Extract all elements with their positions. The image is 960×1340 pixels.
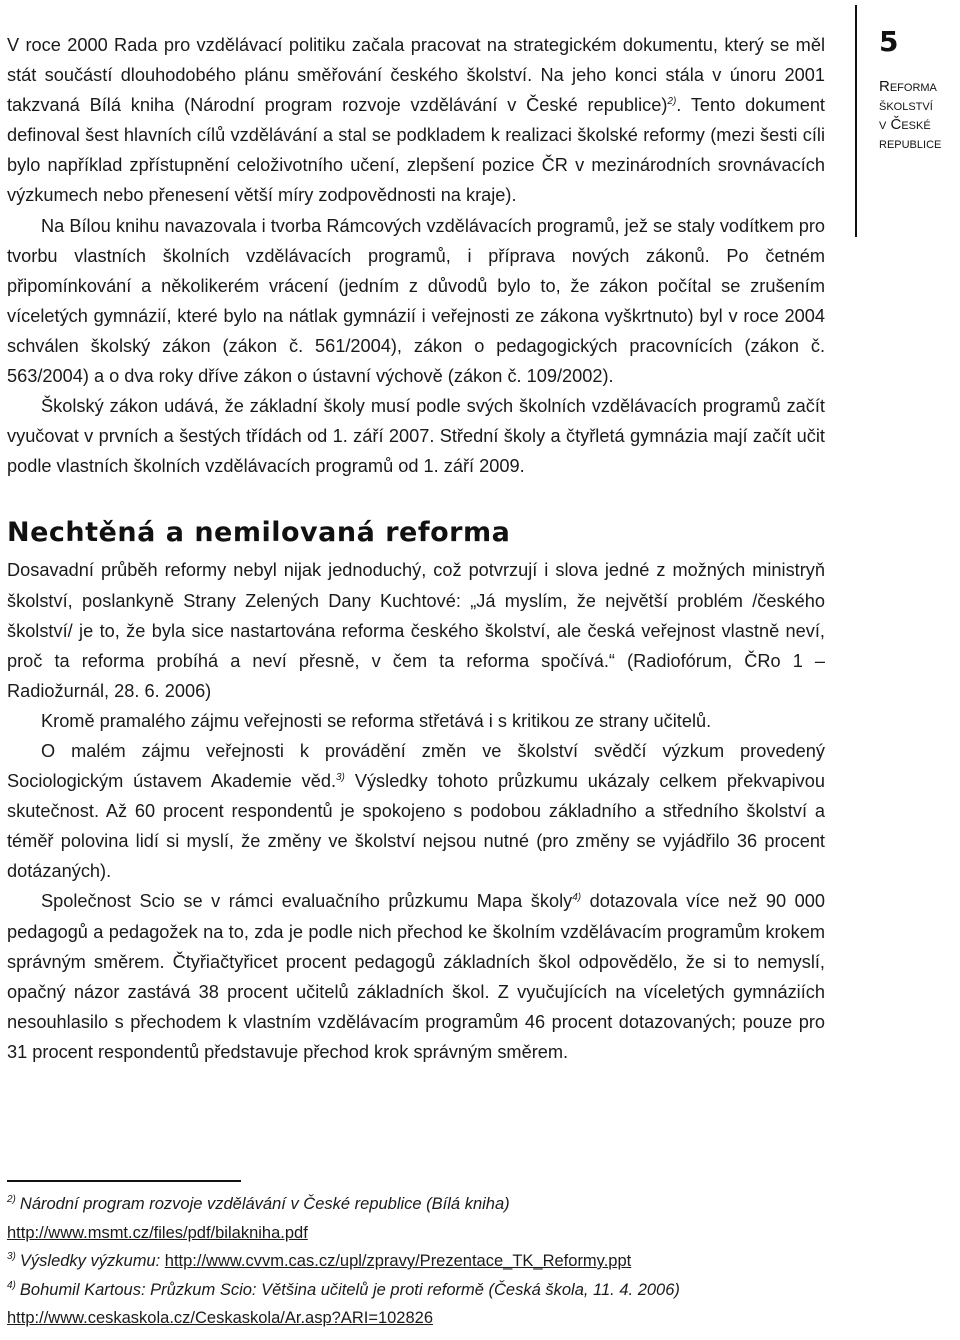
paragraph-7	[7, 886, 825, 1067]
chapter-title-line: školství	[879, 97, 933, 114]
footnote-2	[7, 1190, 907, 1219]
footnote-text: Bohumil Kartous: Průzkum Scio: Většina učitelů je proti reformě (Česká škola, 11. 4. 2006)	[19, 1280, 680, 1299]
paragraph-1	[7, 30, 825, 211]
footnote-link[interactable]: http://www.ceskaskola.cz/Ceskaskola/Ar.asp?ARI=102826	[7, 1309, 434, 1327]
footnote-marker: 4)	[7, 1279, 16, 1291]
paragraph-text: Společnost Scio se v rámci evaluačního průzkumu Mapa školy	[41, 891, 573, 912]
paragraph-2: Na Bílou knihu navazovala i tvorba Rámcových vzdělávacích programů, jež se staly vodítkem pro tvorbu vlastních školních vzdělávacích programů, i příprava nových zákonů. Po četném připomínkování a několikerém vrácení (jedním z důvodů bylo to, že zákon počítal se zrušením víceletých gymnázií, které bylo na nátlak gymnázií i veřejnosti ze zákona vyškrtnuto) byl v roce 2004 schválen školský zákon (zákon č. 561/2004), zákon o pedagogických pracovnících (zákon č. 563/2004) a o dva roky dříve zákon o ústavní výchově (zákon č. 109/2002).	[7, 215, 825, 387]
footnotes	[7, 1190, 907, 1333]
paragraph-3: Školský zákon udává, že základní školy musí podle svých školních vzdělávacích programů začít vyučovat v prvních a šestých třídách od 1. září 2007. Střední školy a čtyřletá gymnázia mají začít učit podle vlastních školních vzdělávacích programů od 1. září 2009.	[7, 396, 825, 477]
paragraph-text: dotazovala více než 90 000 pedagogů a pedagožek na to, zda je podle nich přechod ke školním vzdělávacím programům krokem správným směrem. Čtyřiačtyřicet procent pedagogů základních škol odpovědělo, že si to nemyslí, opačný názor zastává 38 procent učitelů základních škol. Z vyučujících na víceletých gymnáziích nesouhlasilo s přechodem k vlastním vzdělávacím programům 46 procent dotazovaných; pouze pro 31 procent respondentů představuje přechod krok správným směrem.	[7, 891, 825, 1062]
footnote-ref[interactable]: 4)	[572, 892, 582, 904]
paragraph-4: Dosavadní průběh reformy nebyl nijak jednoduchý, což potvrzují i slova jedné z možných ministryň školství, poslankyně Strany Zelených Dany Kuchtové: „Já myslím, že největší problém /českého školství/ je to, že byla sice nastartována reforma českého školství, ale česká veřejnost vlastně neví, proč ta reforma probíhá a neví přesně, v čem ta reforma spočívá.“ (Radiofórum, ČRo 1 – Radiožurnál, 28. 6. 2006)	[7, 560, 825, 701]
footnote-4	[7, 1276, 907, 1305]
footnote-text: Výsledky výzkumu:	[19, 1252, 165, 1270]
paragraph-text: Výsledky tohoto průzkumu ukázaly celkem překvapivou skutečnost. Až 60 procent respondentů je spokojeno s podobou základního a středního školství a téměř polovina lidí si myslí, že změny ve školství nejsou nutné (pro změny se vyjádřilo 36 procent dotázaných).	[7, 771, 825, 882]
footnote-divider	[7, 1180, 241, 1182]
paragraph-text: . Tento dokument definoval šest hlavních cílů vzdělávání a stal se podkladem k realizaci školské reformy (mezi šesti cíli bylo například zpřístupnění celoživotního učení, zlepšení pozice ČR v mezinárodních srovnávacích výzkumech nebo přenesení větší míry zodpovědnosti na kraje).	[7, 95, 825, 206]
main-text	[7, 30, 825, 1067]
paragraph-6	[7, 736, 825, 886]
footnote-link[interactable]: http://www.cvvm.cas.cz/upl/zpravy/Prezentace_TK_Reformy.ppt	[164, 1252, 632, 1270]
footnote-text: Národní program rozvoje vzdělávání v České republice (Bílá kniha)	[19, 1195, 510, 1213]
chapter-title-line: republice	[879, 135, 942, 152]
footnote-3	[7, 1247, 907, 1276]
chapter-number: 5	[879, 25, 899, 58]
chapter-sidebar	[855, 5, 960, 237]
footnote-4-link-line	[7, 1304, 907, 1333]
footnote-ref[interactable]: 3)	[336, 772, 345, 784]
footnote-link[interactable]: http://www.msmt.cz/files/pdf/bilakniha.pdf	[7, 1223, 308, 1242]
chapter-title-line: v České	[879, 116, 931, 133]
chapter-title-line: Reforma	[879, 78, 937, 95]
paragraph-5: Kromě pramalého zájmu veřejnosti se reforma střetává i s kritikou ze strany učitelů.	[41, 710, 712, 731]
footnote-ref[interactable]: 2)	[667, 96, 677, 108]
chapter-title	[879, 77, 960, 153]
footnote-2-link-line	[7, 1219, 907, 1248]
footnote-marker: 2)	[7, 1194, 16, 1205]
footnote-marker: 3)	[7, 1251, 16, 1262]
section-heading: Nechtěná a nemilovaná reforma	[7, 517, 511, 549]
paragraph-text: V roce 2000 Rada pro vzdělávací politiku začala pracovat na strategickém dokumentu, který se měl stát součástí dlouhodobého plánu směřování českého školství. Na jeho konci stála v únoru 2001 takzvaná Bílá kniha (Národní program rozvoje vzdělávání v České republice)	[7, 35, 825, 116]
paragraph-text: O malém zájmu veřejnosti k provádění změn ve školství svědčí výzkum provedený Sociologickým ústavem Akademie věd.	[7, 740, 825, 792]
